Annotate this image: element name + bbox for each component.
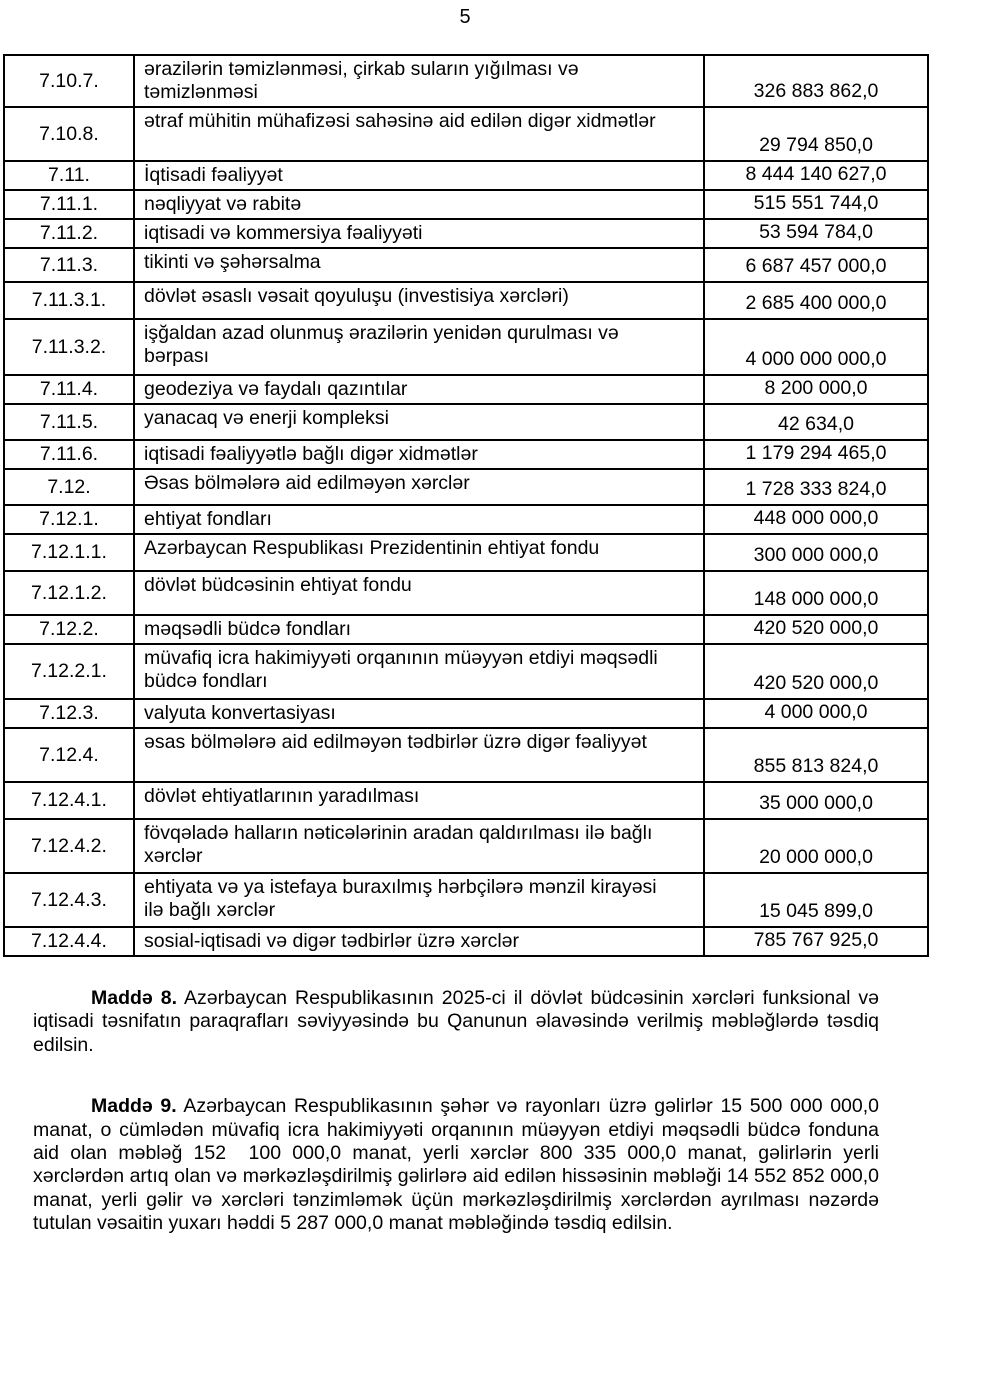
table-row [4,534,928,571]
row-amount-cell: 4 000 000,0 [704,699,928,728]
table-row [4,782,928,819]
row-amount-cell: 8 200 000,0 [704,375,928,404]
row-amount-cell: 29 794 850,0 [704,107,928,161]
row-description-cell: fövqəladə halların nəticələrinin aradan qaldırılması ilə bağlı xərclər [134,819,704,873]
table-row [4,440,928,469]
row-description-cell: dövlət ehtiyatlarının yaradılması [134,782,704,819]
row-code-cell: 7.12. [4,469,134,505]
row-code-cell: 7.10.7. [4,55,134,107]
row-description-cell: ehtiyata və ya istefaya buraxılmış hərbçilərə mənzil kirayəsi ilə bağlı xərclər [134,873,704,927]
page-number: 5 [459,6,471,28]
row-amount-cell: 448 000 000,0 [704,505,928,534]
row-description-cell: ehtiyat fondları [134,505,704,534]
table-row [4,644,928,699]
table-row [4,319,928,375]
row-description-cell: sosial-iqtisadi və digər tədbirlər üzrə xərclər [134,927,704,956]
table-row [4,404,928,440]
row-code-cell: 7.12.1.1. [4,534,134,571]
row-code-cell: 7.12.3. [4,699,134,728]
row-code-cell: 7.10.8. [4,107,134,161]
row-code-cell: 7.11.2. [4,219,134,248]
table-row [4,219,928,248]
row-amount-cell: 420 520 000,0 [704,615,928,644]
row-description-cell: yanacaq və enerji kompleksi [134,404,704,440]
row-code-cell: 7.12.1.2. [4,571,134,615]
row-description-cell: məqsədli büdcə fondları [134,615,704,644]
row-description-cell: İqtisadi fəaliyyət [134,161,704,190]
row-amount-cell: 35 000 000,0 [704,782,928,819]
row-description-cell: müvafiq icra hakimiyyəti orqanının müəyyən etdiyi məqsədli büdcə fondları [134,644,704,699]
row-description-cell: işğaldan azad olunmuş ərazilərin yenidən qurulması və bərpası [134,319,704,375]
article-8-label: Maddə 8. [91,987,178,1009]
row-amount-cell: 420 520 000,0 [704,644,928,699]
table-row [4,55,928,107]
article-9-label: Maddə 9. [91,1095,177,1118]
row-amount-cell: 6 687 457 000,0 [704,248,928,282]
row-description-cell: ərazilərin təmizlənməsi, çirkab suların yığılması və təmizlənməsi [134,55,704,107]
row-amount-cell: 326 883 862,0 [704,55,928,107]
row-description-cell: iqtisadi fəaliyyətlə bağlı digər xidmətlər [134,440,704,469]
row-description-cell: dövlət büdcəsinin ehtiyat fondu [134,571,704,615]
table-row [4,248,928,282]
row-code-cell: 7.12.4.1. [4,782,134,819]
table-row [4,190,928,219]
row-amount-cell: 20 000 000,0 [704,819,928,873]
row-description-cell: tikinti və şəhərsalma [134,248,704,282]
row-code-cell: 7.11.1. [4,190,134,219]
table-row [4,615,928,644]
row-code-cell: 7.11.6. [4,440,134,469]
table-row [4,469,928,505]
row-code-cell: 7.12.4.3. [4,873,134,927]
row-code-cell: 7.12.2.1. [4,644,134,699]
row-amount-cell: 53 594 784,0 [704,219,928,248]
row-description-cell: iqtisadi və kommersiya fəaliyyəti [134,219,704,248]
article-9-text: Azərbaycan Respublikasının şəhər və rayonları üzrə gəlirlər 15 500 000 000,0 manat, o cümlədən müvafiq icra hakimiyyəti orqanının müəyyən etdiyi məqsədli büdcə fonduna aid olan məbləğ 152 100 000,0 manat, yerli xərclər 800 335 000,0 manat, gəlirlərin yerli xərclərdən artıq olan və mərkəzləşdirilmiş gəlirlərə aid edilən hissəsinin məbləği 14 552 852 000,0 manat, yerli gəlir və xərcləri tənzimləmək üçün mərkəzləşdirilmiş xərclərdən ayrılması nəzərdə tutulan vəsaitin yuxarı həddi 5 287 000,0 manat məbləğində təsdiq edilsin. [33,1095,880,1235]
row-code-cell: 7.11.3.2. [4,319,134,375]
row-amount-cell: 1 728 333 824,0 [704,469,928,505]
row-amount-cell: 15 045 899,0 [704,873,928,927]
row-description-cell: valyuta konvertasiyası [134,699,704,728]
table-row [4,699,928,728]
row-description-cell: nəqliyyat və rabitə [134,190,704,219]
row-code-cell: 7.12.4. [4,728,134,782]
row-code-cell: 7.12.1. [4,505,134,534]
budget-table-body [4,55,928,956]
row-amount-cell: 785 767 925,0 [704,927,928,956]
table-row [4,107,928,161]
row-amount-cell: 4 000 000 000,0 [704,319,928,375]
row-code-cell: 7.11.3. [4,248,134,282]
table-row [4,927,928,956]
row-description-cell: geodeziya və faydalı qazıntılar [134,375,704,404]
article-8-text: Azərbaycan Respublikasının 2025-ci il dövlət büdcəsinin xərcləri funksional və iqtisadi təsnifatın paraqrafları səviyyəsində bu Qanunun əlavəsində verilmiş məbləğlərdə təsdiq edilsin. [33,987,880,1056]
row-code-cell: 7.11. [4,161,134,190]
row-amount-cell: 2 685 400 000,0 [704,282,928,319]
table-row [4,505,928,534]
row-code-cell: 7.11.5. [4,404,134,440]
article-8-paragraph [33,987,879,1057]
row-amount-cell: 855 813 824,0 [704,728,928,782]
row-description-cell: dövlət əsaslı vəsait qoyuluşu (investisiya xərcləri) [134,282,704,319]
row-amount-cell: 42 634,0 [704,404,928,440]
table-row [4,873,928,927]
row-description-cell: Azərbaycan Respublikası Prezidentinin ehtiyat fondu [134,534,704,571]
row-description-cell: ətraf mühitin mühafizəsi sahəsinə aid edilən digər xidmətlər [134,107,704,161]
table-row [4,728,928,782]
row-code-cell: 7.11.4. [4,375,134,404]
row-amount-cell: 8 444 140 627,0 [704,161,928,190]
table-row [4,571,928,615]
row-code-cell: 7.12.2. [4,615,134,644]
article-9-paragraph [33,1095,879,1235]
table-row [4,161,928,190]
table-row [4,282,928,319]
row-amount-cell: 1 179 294 465,0 [704,440,928,469]
row-description-cell: Əsas bölmələrə aid edilməyən xərclər [134,469,704,505]
row-description-cell: əsas bölmələrə aid edilməyən tədbirlər üzrə digər fəaliyyət [134,728,704,782]
row-amount-cell: 300 000 000,0 [704,534,928,571]
table-row [4,375,928,404]
row-code-cell: 7.12.4.2. [4,819,134,873]
table-row [4,819,928,873]
row-amount-cell: 515 551 744,0 [704,190,928,219]
row-code-cell: 7.11.3.1. [4,282,134,319]
row-code-cell: 7.12.4.4. [4,927,134,956]
row-amount-cell: 148 000 000,0 [704,571,928,615]
budget-table [3,54,929,957]
